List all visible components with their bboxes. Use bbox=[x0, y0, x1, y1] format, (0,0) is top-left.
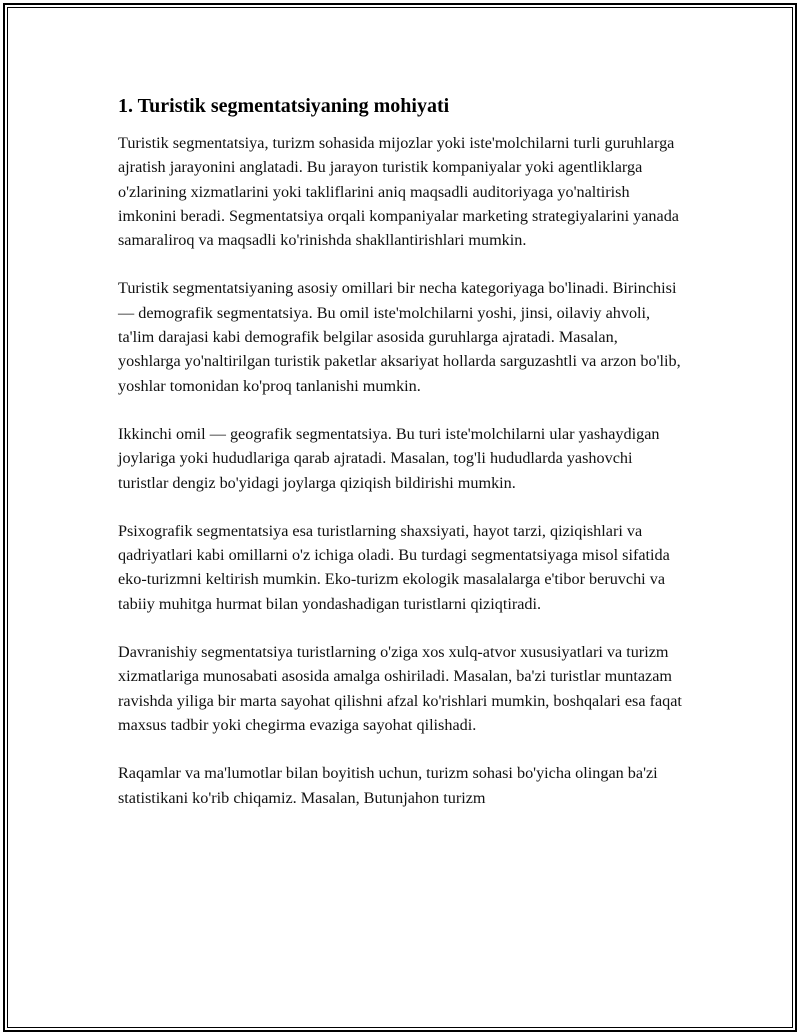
paragraph-geographic: Ikkinchi omil — geografik segmentatsiya. Bu turi iste'molchilarni ular yashaydigan joylariga yoki hududlariga qarab ajratadi. Masalan, tog'li hududlarda yashovchi turistlar dengiz bo'yidagi joylarga qiziqish bildirishi mumkin. bbox=[118, 424, 660, 492]
paragraph-intro: Turistik segmentatsiya, turizm sohasida mijozlar yoki iste'molchilarni turli guruhlarga ajratish jarayonini anglatadi. Bu jarayon turistik kompaniyalar yoki agentliklarga o'zlarining xizmatlarini yoki takliflarini aniq maqsadli auditoriyaga yo'naltirish imkonini beradi. Segmentatsiya orqali kompaniyalar marketing strategiyalarini yanada samaraliroq va maqsadli ko'rinishda shakllantirishlari mumkin. bbox=[118, 134, 679, 250]
paragraph-statistics: Raqamlar va ma'lumotlar bilan boyitish uchun, turizm sohasi bo'yicha olingan ba'zi statistikani ko'rib chiqamiz. Masalan, Butunjahon turizm bbox=[118, 764, 658, 807]
document-body bbox=[118, 92, 683, 834]
paragraph-demographic: Turistik segmentatsiyaning asosiy omillari bir necha kategoriyaga bo'linadi. Birinchisi — demografik segmentatsiya. Bu omil iste'molchilarni yoshi, jinsi, oilaviy ahvoli, ta'lim darajasi kabi demografik belgilar asosida guruhlarga ajratadi. Masalan, yoshlarga yo'naltirilgan turistik paketlar aksariyat hollarda sarguzashtli va arzon bo'lib, yoshlar tomonidan ko'proq tanlanishi mumkin. bbox=[118, 279, 681, 395]
paragraph-psychographic: Psixografik segmentatsiya esa turistlarning shaxsiyati, hayot tarzi, qiziqishlari va qadriyatlari kabi omillarni o'z ichiga oladi. Bu turdagi segmentatsiyaga misol sifatida eko-turizmni keltirish mumkin. Eko-turizm ekologik masalalarga e'tibor beruvchi va tabiiy muhitga hurmat bilan yondashadigan turistlarni qiziqtiradi. bbox=[118, 521, 670, 613]
paragraph-behavioral: Davranishiy segmentatsiya turistlarning o'ziga xos xulq-atvor xususiyatlari va turizm xizmatlariga munosabati asosida amalga oshiriladi. Masalan, ba'zi turistlar muntazam ravishda yiliga bir marta sayohat qilishni afzal ko'rishlari mumkin, boshqalari esa faqat maxsus tadbir yoki chegirma evaziga sayohat qilishadi. bbox=[118, 643, 682, 734]
section-heading: 1. Turistik segmentatsiyaning mohiyati bbox=[118, 95, 450, 117]
